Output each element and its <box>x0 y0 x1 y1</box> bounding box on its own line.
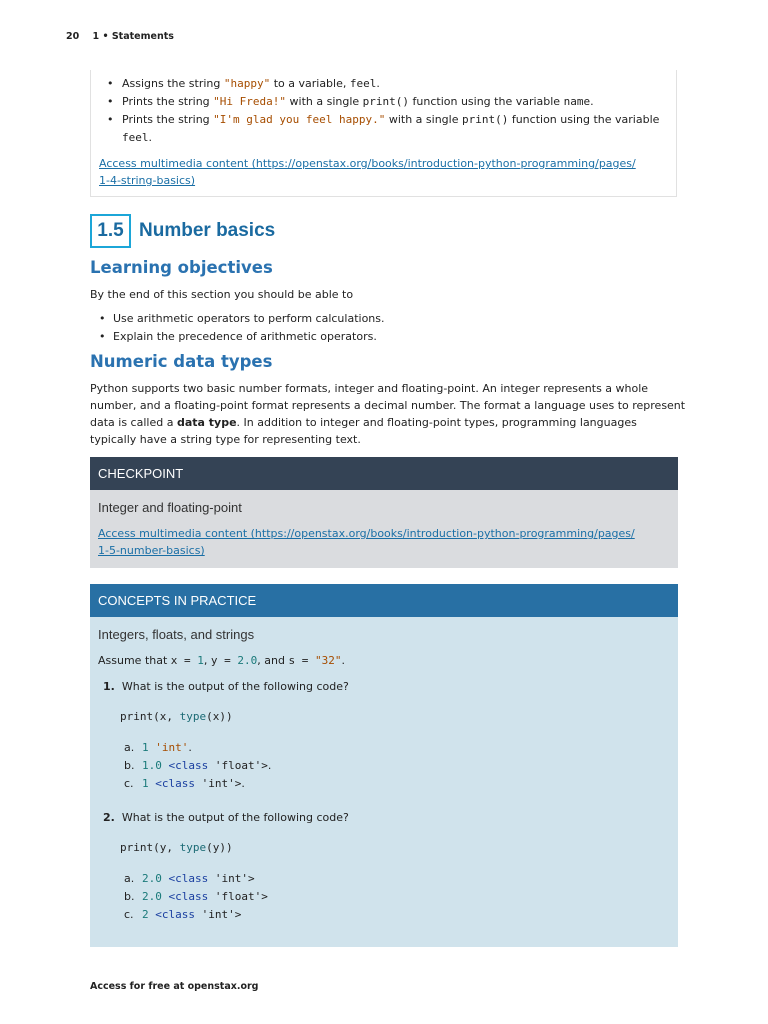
data-type-term: data type <box>176 416 237 429</box>
concepts-in-practice-box <box>90 584 678 947</box>
multimedia-link-string-basics[interactable]: Access multimedia content (https://openstax.org/books/introduction-python-programming/pages/ 1-4-string-basics) <box>99 157 636 187</box>
question-1-option-b[interactable]: b. 1.0 <class 'float'>. <box>124 759 272 772</box>
checkpoint-box <box>90 457 678 568</box>
question-2-option-b[interactable]: b. 2.0 <class 'float'> <box>124 890 268 903</box>
list-item: • Prints the string "Hi Freda!" with a single print() function using the variable name. <box>107 93 667 111</box>
question-2: 2. What is the output of the following code? <box>103 811 349 824</box>
chapter-title: 1 • Statements <box>92 31 174 42</box>
learning-objectives-heading: Learning objectives <box>90 258 273 277</box>
question-2-code: print(y, type(y)) <box>120 841 233 854</box>
numeric-data-types-heading: Numeric data types <box>90 352 273 371</box>
question-1-option-a[interactable]: a. 1 'int'. <box>124 741 192 754</box>
page-number: 20 <box>66 31 80 42</box>
assume-statement: Assume that x = 1, y = 2.0, and s = "32". <box>98 654 345 667</box>
learning-intro: By the end of this section you should be able to <box>90 288 354 301</box>
list-item: • Assigns the string "happy" to a variable, feel. <box>107 75 667 93</box>
question-2-option-a[interactable]: a. 2.0 <class 'int'> <box>124 872 255 885</box>
practice-subtitle: Integers, floats, and strings <box>98 627 255 642</box>
numeric-paragraph: Python supports two basic number formats, integer and floating-point. An integer represents a whole number, and a floating-point format represents a decimal number. The format a language uses to represent data is called a data type. In addition to integer and floating-point types, programming languages typically have a string type for representing text. <box>90 382 686 446</box>
question-2-option-c[interactable]: c. 2 <class 'int'> <box>124 908 242 921</box>
question-1-option-c[interactable]: c. 1 <class 'int'>. <box>124 777 245 790</box>
list-item: • Explain the precedence of arithmetic operators. <box>99 328 385 346</box>
question-1: 1. What is the output of the following code? <box>103 680 349 693</box>
checkpoint-label: CHECKPOINT <box>90 457 678 490</box>
page-header <box>66 31 174 42</box>
list-item: • Use arithmetic operators to perform calculations. <box>99 310 385 328</box>
multimedia-link-number-basics[interactable]: Access multimedia content (https://openstax.org/books/introduction-python-programming/pages/ 1-5-number-basics) <box>98 527 635 557</box>
list-item: • Prints the string "I'm glad you feel happy." with a single print() function using the variable feel. <box>107 111 667 147</box>
section-title: Number basics <box>139 220 276 241</box>
question-number: 1. <box>103 680 115 693</box>
objectives-list <box>99 310 385 346</box>
question-number: 2. <box>103 811 115 824</box>
exercise-list <box>107 75 667 147</box>
question-1-code: print(x, type(x)) <box>120 710 233 723</box>
section-number: 1.5 <box>90 214 131 248</box>
page-footer: Access for free at openstax.org <box>90 981 259 992</box>
checkpoint-subtitle: Integer and floating-point <box>98 500 242 515</box>
previous-exercise-box <box>90 70 677 197</box>
practice-label: CONCEPTS IN PRACTICE <box>90 584 678 617</box>
